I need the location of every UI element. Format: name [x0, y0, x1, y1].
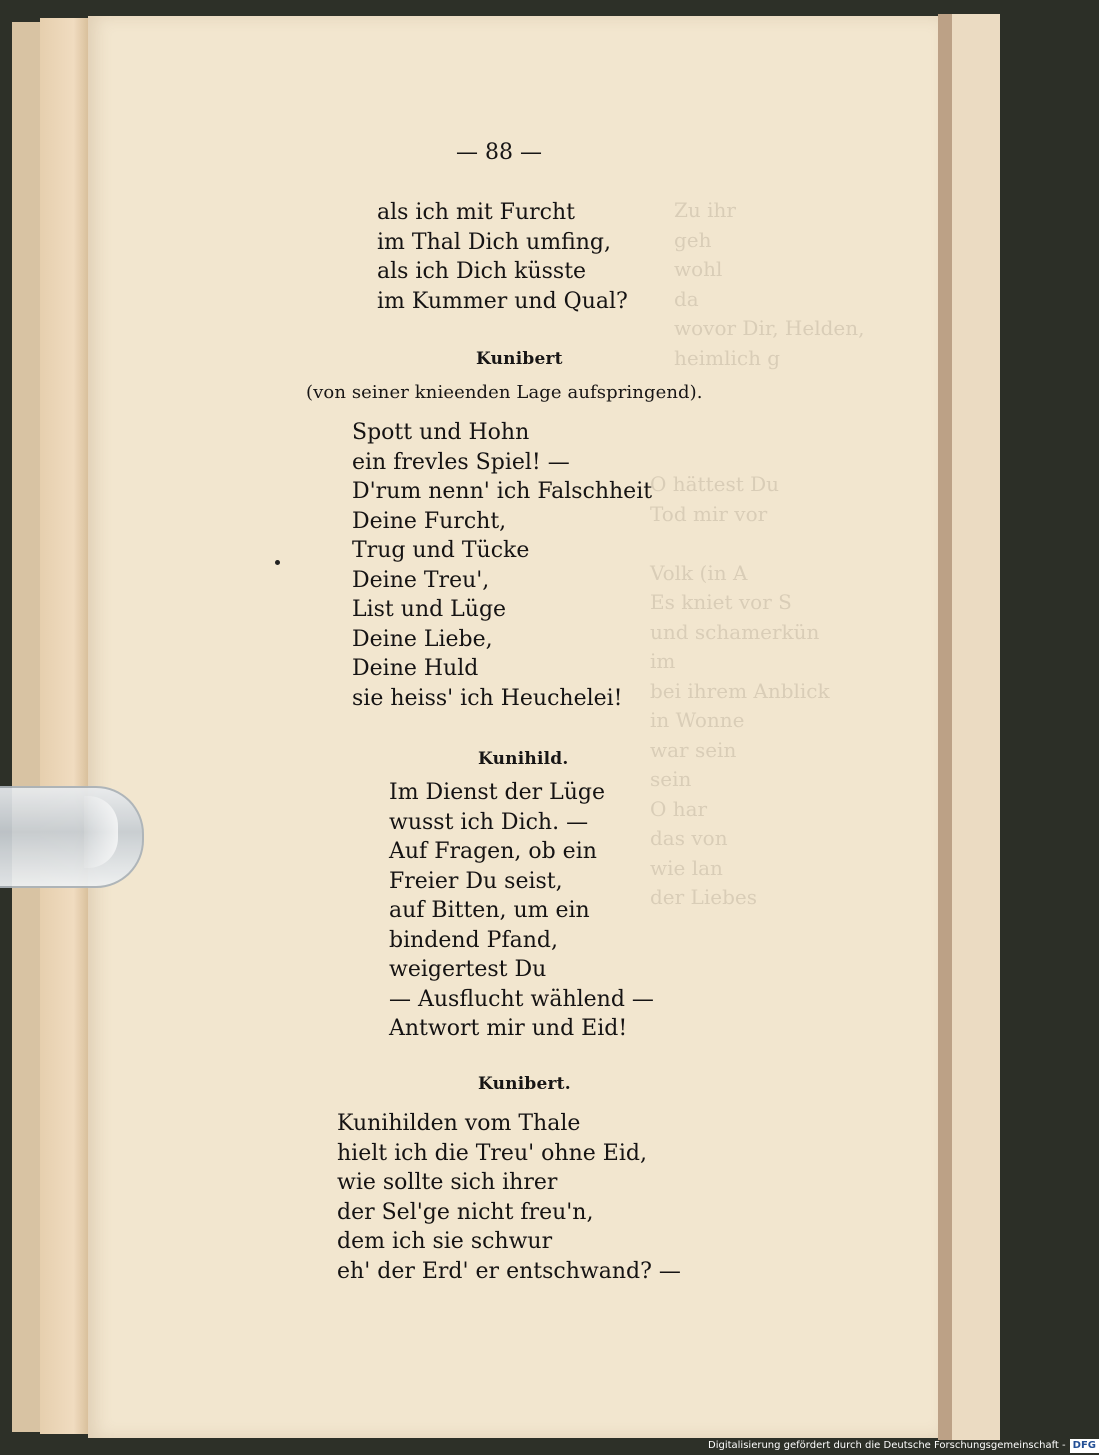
- stanza-1-line: als ich mit Furcht: [377, 200, 575, 225]
- book-left-page-stack: [12, 22, 43, 1432]
- stanza-3-line: Antwort mir und Eid!: [389, 1016, 628, 1041]
- stanza-2-line: Deine Liebe,: [352, 626, 493, 652]
- stanza-4-line: wie sollte sich ihrer: [337, 1170, 558, 1195]
- stanza-2-line: ein frevles Spiel! —: [352, 449, 570, 475]
- page-number: — 88 —: [456, 140, 542, 165]
- stanza-4-line: eh' der Erd' er entschwand? —: [337, 1258, 681, 1284]
- credit-text: Digitalisierung gefördert durch die Deutsche Forschungsgemeinschaft -: [708, 1440, 1066, 1451]
- stanza-2-line: Deine Huld: [352, 656, 479, 681]
- speaker-name: Kunihild.: [478, 749, 569, 769]
- stanza-2-line: List und Lüge: [352, 597, 507, 622]
- stanza-3-line: Im Dienst der Lüge: [389, 780, 606, 805]
- book-right-page: [952, 14, 1000, 1440]
- book-gutter: [938, 14, 952, 1440]
- stanza-3-line: wusst ich Dich. —: [389, 809, 589, 835]
- stanza-1-line: im Thal Dich umfing,: [377, 229, 611, 255]
- stanza-4-line: dem ich sie schwur: [337, 1229, 553, 1254]
- dfg-logo: DFG: [1070, 1439, 1099, 1453]
- stanza-2-line: D'rum nenn' ich Falschheit: [352, 479, 653, 504]
- stanza-2-line: Spott und Hohn: [352, 420, 530, 445]
- bleed-through-shadow-2: O hättest Du Tod mir vor Volk (in A Es kniet vor S und schamerkün im bei ihrem Anblick in Wonne war sein sein O har das von wie lan der Liebes: [650, 472, 830, 909]
- speaker-name: Kunibert: [476, 349, 563, 369]
- stanza-3-line: — Ausflucht wählend —: [389, 986, 654, 1012]
- stanza-4-line: der Sel'ge nicht freu'n,: [337, 1199, 594, 1225]
- page-clip: [0, 786, 144, 888]
- stanza-3-line: Auf Fragen, ob ein: [389, 839, 597, 864]
- stanza-2-line: Deine Furcht,: [352, 508, 507, 534]
- stanza-1-line: im Kummer und Qual?: [377, 288, 628, 314]
- stanza-2: [352, 418, 652, 713]
- stanza-4: [337, 1109, 681, 1286]
- stanza-4-line: Kunihilden vom Thale: [337, 1111, 581, 1136]
- stanza-4-line: hielt ich die Treu' ohne Eid,: [337, 1140, 647, 1166]
- stanza-3-line: bindend Pfand,: [389, 927, 558, 953]
- stage-direction: (von seiner knieenden Lage aufspringend).: [306, 382, 703, 403]
- book-left-page-edge: [40, 18, 88, 1434]
- stanza-3-line: auf Bitten, um ein: [389, 898, 590, 923]
- stanza-3-line: Freier Du seist,: [389, 868, 563, 894]
- ink-speck: [275, 560, 280, 565]
- speaker-name: Kunibert.: [478, 1074, 571, 1094]
- stanza-2-line: Deine Treu',: [352, 567, 490, 593]
- stanza-2-line: sie heiss' ich Heuchelei!: [352, 685, 623, 711]
- stanza-3-line: weigertest Du: [389, 957, 547, 982]
- bleed-through-shadow: Zu ihr geh wohl da wovor Dir, Helden, heimlich g: [674, 198, 865, 370]
- stanza-1-line: als ich Dich küsste: [377, 259, 587, 284]
- stanza-3: [389, 778, 654, 1044]
- stanza-1: [377, 198, 628, 316]
- stanza-2-line: Trug und Tücke: [352, 538, 530, 563]
- digitization-credit: [708, 1437, 1096, 1455]
